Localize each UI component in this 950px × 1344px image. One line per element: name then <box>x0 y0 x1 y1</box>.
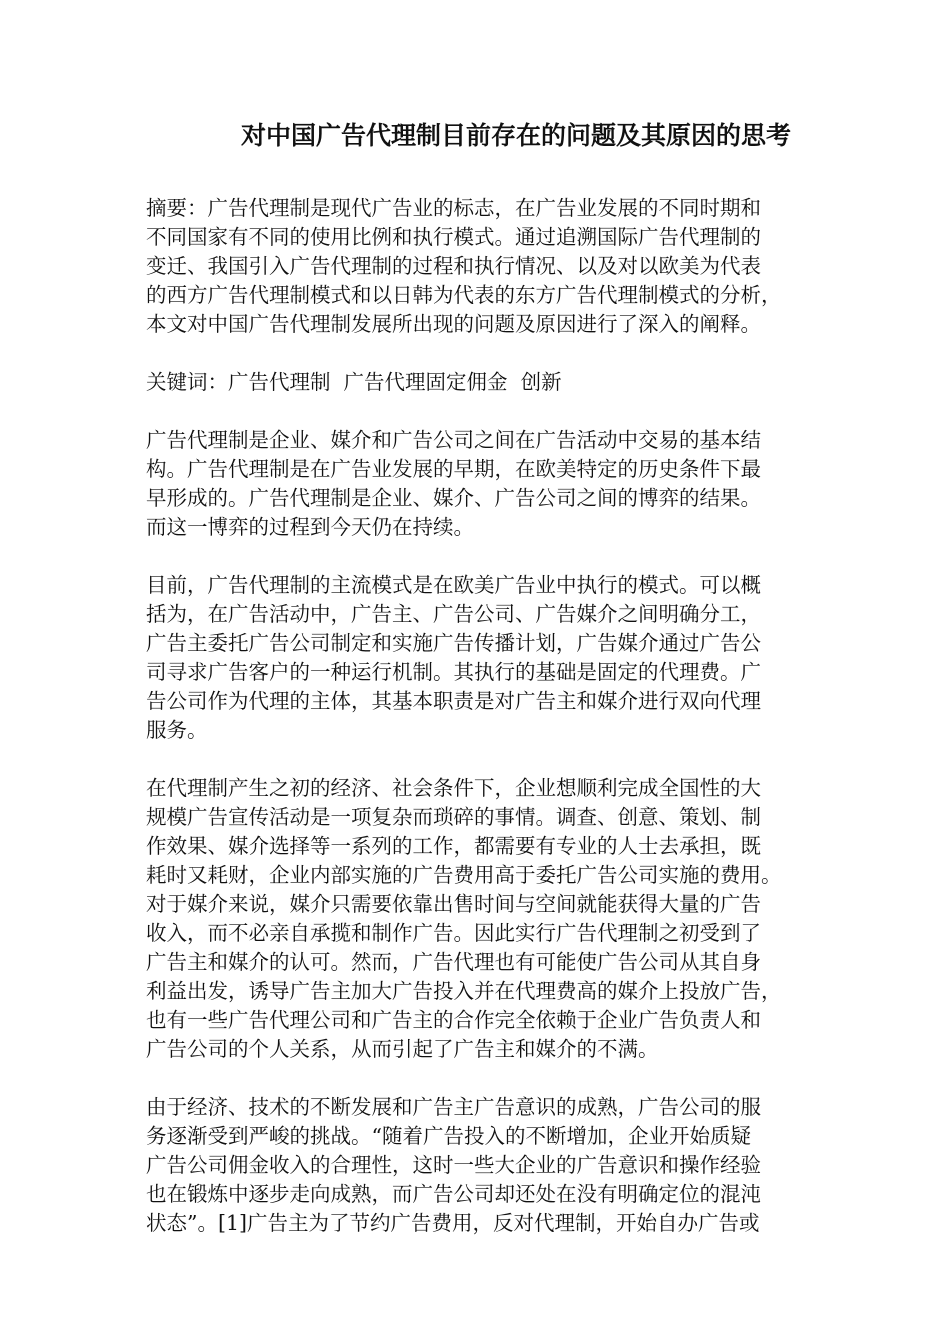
text-line: 早形成的。广告代理制是企业、媒介、广告公司之间的博弈的结果。 <box>146 486 761 510</box>
text-line: 目前，广告代理制的主流模式是在欧美广告业中执行的模式。可以概 <box>146 573 761 597</box>
text-line: 广告公司的个人关系，从而引起了广告主和媒介的不满。 <box>146 1037 659 1061</box>
text-line: 服务。 <box>146 718 208 742</box>
text-line: 也在锻炼中逐步走向成熟，而广告公司却还处在没有明确定位的混沌 <box>146 1182 761 1206</box>
text-line: 构。广告代理制是在广告业发展的早期，在欧美特定的历史条件下最 <box>146 457 761 481</box>
text-line: 变迁、我国引入广告代理制的过程和执行情况、以及对以欧美为代表 <box>146 254 761 278</box>
text-line: 关键词：广告代理制 广告代理固定佣金 创新 <box>146 370 562 394</box>
text-line: 括为，在广告活动中，广告主、广告公司、广告媒介之间明确分工， <box>146 602 761 626</box>
text-line: 告公司作为代理的主体，其基本职责是对广告主和媒介进行双向代理 <box>146 689 761 713</box>
text-line: 广告公司佣金收入的合理性，这时一些大企业的广告意识和操作经验 <box>146 1153 761 1177</box>
body-paragraph <box>146 774 886 1064</box>
text-line: 广告主委托广告公司制定和实施广告传播计划，广告媒介通过广告公 <box>146 631 761 655</box>
text-line: 收入，而不必亲自承揽和制作广告。因此实行广告代理制之初受到了 <box>146 921 761 945</box>
keywords-paragraph <box>146 368 886 397</box>
document-title: 对中国广告代理制目前存在的问题及其原因的思考 <box>240 121 791 150</box>
text-line: 状态”。[1]广告主为了节约广告费用，反对代理制，开始自办广告或 <box>146 1211 760 1235</box>
abstract-paragraph <box>146 194 886 339</box>
text-line: 广告主和媒介的认可。然而，广告代理也有可能使广告公司从其自身 <box>146 950 761 974</box>
text-line: 耗时又耗财，企业内部实施的广告费用高于委托广告公司实施的费用。 <box>146 863 782 887</box>
text-line: 在代理制产生之初的经济、社会条件下，企业想顺利完成全国性的大 <box>146 776 761 800</box>
text-line: 司寻求广告客户的一种运行机制。其执行的基础是固定的代理费。广 <box>146 660 761 684</box>
text-line: 本文对中国广告代理制发展所出现的问题及原因进行了深入的阐释。 <box>146 312 761 336</box>
text-line: 广告代理制是企业、媒介和广告公司之间在广告活动中交易的基本结 <box>146 428 761 452</box>
text-line: 摘要：广告代理制是现代广告业的标志，在广告业发展的不同时期和 <box>146 196 761 220</box>
text-line: 也有一些广告代理公司和广告主的合作完全依赖于企业广告负责人和 <box>146 1008 761 1032</box>
text-line: 的西方广告代理制模式和以日韩为代表的东方广告代理制模式的分析， <box>146 283 782 307</box>
text-line: 规模广告宣传活动是一项复杂而琐碎的事情。调查、创意、策划、制 <box>146 805 761 829</box>
text-line: 由于经济、技术的不断发展和广告主广告意识的成熟，广告公司的服 <box>146 1095 761 1119</box>
text-line: 利益出发，诱导广告主加大广告投入并在代理费高的媒介上投放广告， <box>146 979 782 1003</box>
text-line: 作效果、媒介选择等一系列的工作，都需要有专业的人士去承担，既 <box>146 834 761 858</box>
text-line: 务逐渐受到严峻的挑战。“随着广告投入的不断增加，企业开始质疑 <box>146 1124 751 1148</box>
document-body <box>146 194 886 1267</box>
body-paragraph <box>146 1093 886 1238</box>
text-line: 而这一博弈的过程到今天仍在持续。 <box>146 515 474 539</box>
body-paragraph <box>146 571 886 745</box>
text-line: 对于媒介来说，媒介只需要依靠出售时间与空间就能获得大量的广告 <box>146 892 761 916</box>
body-paragraph <box>146 426 886 542</box>
text-line: 不同国家有不同的使用比例和执行模式。通过追溯国际广告代理制的 <box>146 225 761 249</box>
